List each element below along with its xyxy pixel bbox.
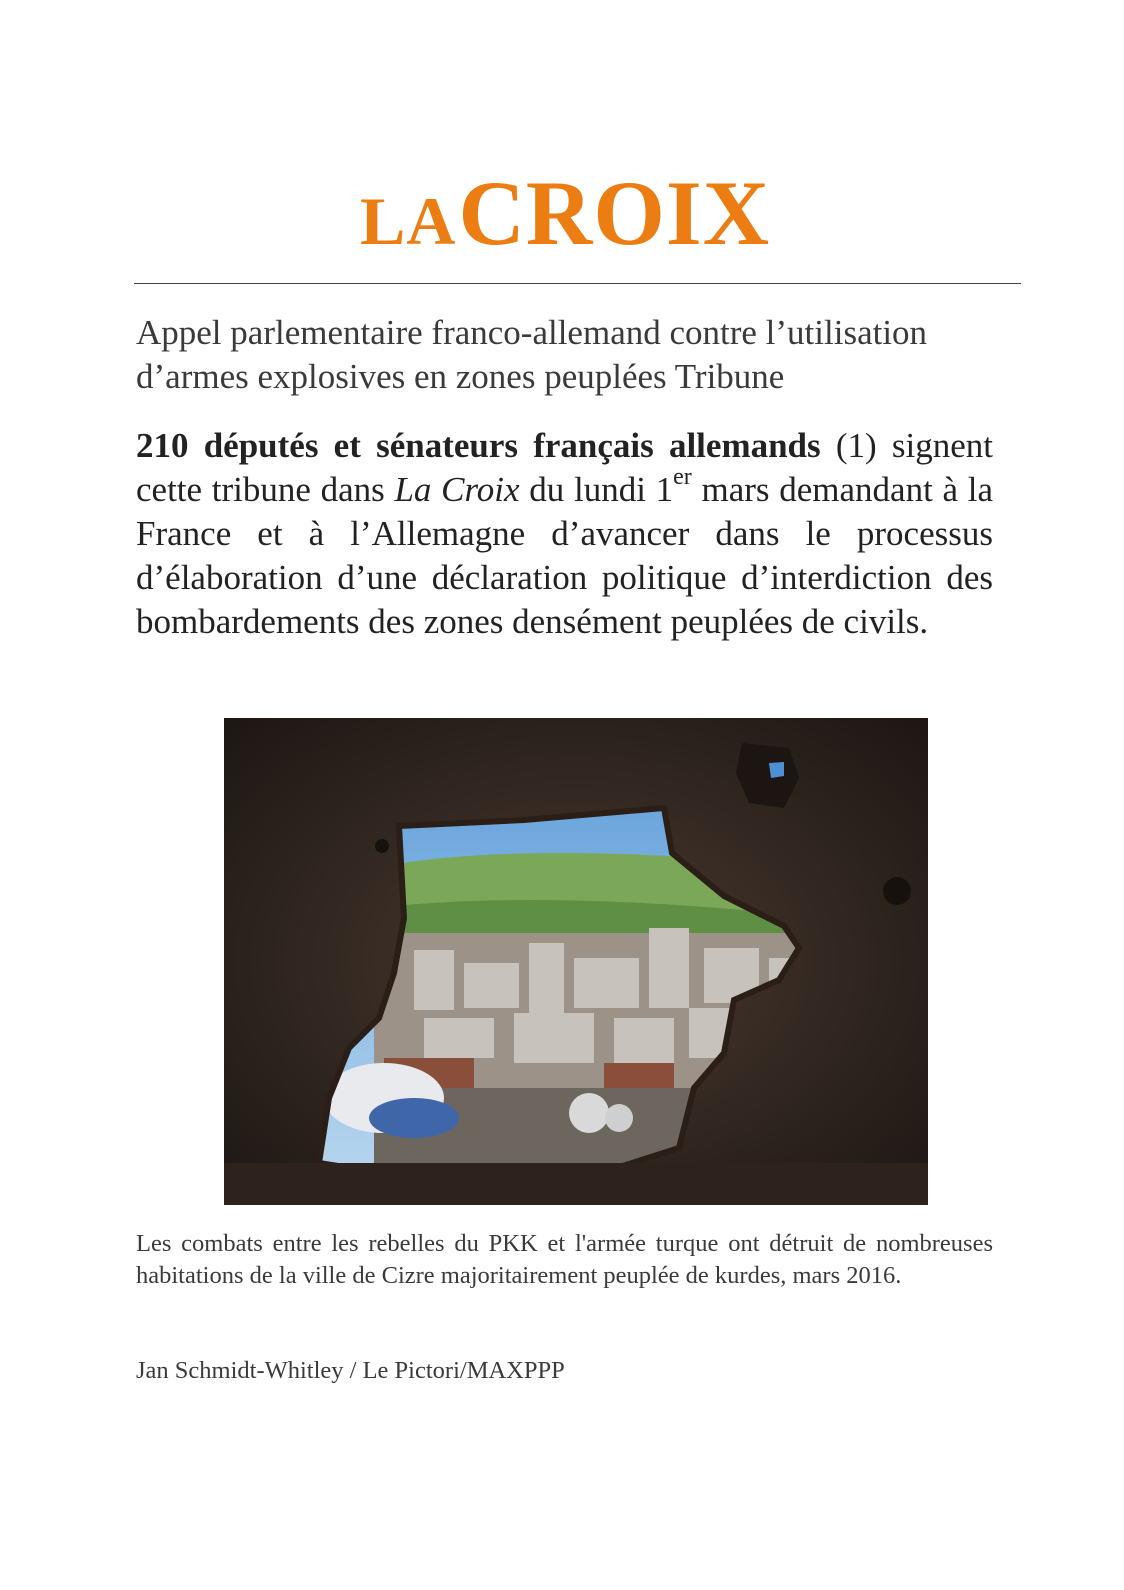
logo-la: LA [360, 183, 457, 259]
lede-italic: La Croix [394, 470, 520, 509]
masthead-divider [134, 283, 1021, 284]
logo-croix: CROIX [458, 162, 771, 264]
lede-sup: er [673, 464, 692, 491]
photo-illustration [224, 718, 928, 1205]
article-photo [224, 718, 928, 1205]
lede-bold: 210 députés et sénateurs français allemands [136, 426, 821, 465]
lede-ref: (1) signent cette tribune dans [136, 426, 993, 509]
la-croix-logo [360, 160, 771, 264]
article-lede [136, 424, 993, 644]
photo-credit: Jan Schmidt-Whitley / Le Pictori/MAXPPP [136, 1357, 565, 1384]
photo-caption: Les combats entre les rebelles du PKK et l'armée turque ont détruit de nombreuses habitations de la ville de Cizre majoritairement peuplée de kurdes, mars 2016. [136, 1230, 993, 1289]
article-headline: Appel parlementaire franco-allemand contre l’utilisation d’armes explosives en zones peuplées Tribune [136, 313, 928, 396]
lede-rest: mars demandant à la France et à l’Allemagne d’avancer dans le processus d’élaboration d’une déclaration politique d’interdiction des bombardements des zones densément peuplées de civils. [136, 470, 993, 641]
lede-mid: du lundi 1 [519, 470, 674, 509]
